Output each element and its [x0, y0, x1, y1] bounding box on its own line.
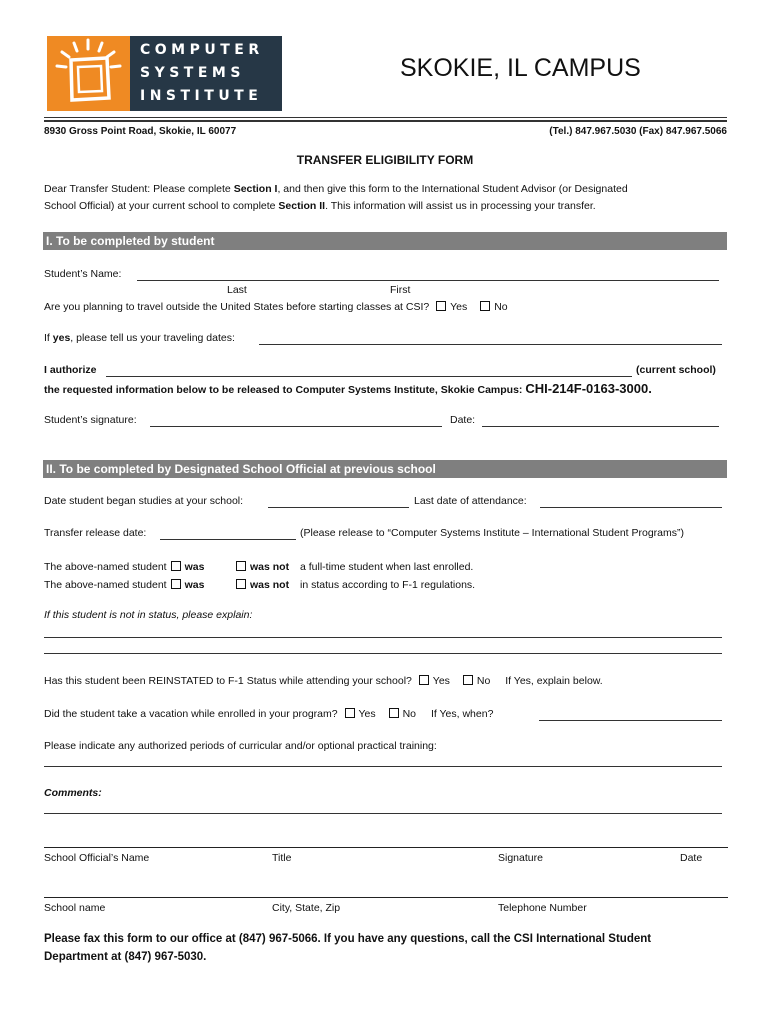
explain-field-line-2[interactable] [44, 653, 722, 654]
first-name-caption: First [390, 284, 411, 296]
reinstated-yes-label: Yes [432, 675, 450, 687]
comments-label: Comments: [44, 787, 102, 799]
last-attendance-label: Last date of attendance: [414, 495, 527, 507]
official-name-line[interactable] [44, 847, 728, 848]
fulltime-text: a full-time student when last enrolled. [300, 561, 474, 573]
was-not-label: was not [250, 579, 290, 591]
intro-line-1 [44, 183, 628, 195]
last-attendance-field[interactable] [540, 507, 722, 508]
logo-emblem [47, 36, 130, 111]
vacation-yes-label: Yes [358, 708, 376, 720]
vacation-when-field[interactable] [539, 720, 722, 721]
status-row [44, 579, 204, 591]
school-code: CHI-214F-0163-3000. [525, 381, 652, 396]
was-label: was [184, 579, 205, 591]
release-date-label: Transfer release date: [44, 527, 147, 539]
student-date-label: Date: [450, 414, 476, 426]
signature-caption: Signature [498, 852, 543, 864]
began-studies-field[interactable] [268, 507, 409, 508]
campus-title: SKOKIE, IL CAMPUS [400, 54, 641, 82]
release-note: (Please release to “Computer Systems Institute – International Student Programs”) [300, 527, 685, 539]
explain-field-line-1[interactable] [44, 637, 722, 638]
student-signature-label: Student’s signature: [44, 414, 137, 426]
comments-field[interactable] [44, 813, 722, 814]
fulltime-was-checkbox[interactable] [171, 561, 181, 571]
csi-logo [47, 36, 282, 111]
vacation-when-label: If Yes, when? [430, 708, 494, 720]
footer-line-1: Please fax this form to our office at (847) 967-5066. If you have any questions, call the CSI International Student [44, 933, 652, 945]
authorize-line-2 [44, 381, 652, 396]
release-date-field[interactable] [160, 539, 296, 540]
reinstated-note: If Yes, explain below. [505, 675, 603, 687]
above-named-label: The above-named student [44, 561, 167, 573]
dates-text: If [44, 332, 53, 344]
fulltime-not-row [232, 561, 289, 573]
travel-question [44, 301, 508, 313]
status-text: in status according to F-1 regulations. [300, 579, 476, 591]
travel-dates-label [44, 332, 235, 344]
vacation-yes-checkbox[interactable] [345, 708, 355, 718]
reinstated-no-checkbox[interactable] [463, 675, 473, 685]
form-title: TRANSFER ELIGIBILITY FORM [296, 153, 474, 167]
authorize-label: I authorize [44, 364, 97, 376]
fulltime-row [44, 561, 204, 573]
section-2-header: II. To be completed by Designated School Official at previous school [43, 460, 727, 478]
footer-line-2: Department at (847) 967-5030. [44, 951, 207, 963]
vacation-row [44, 708, 493, 720]
reinstated-yes-checkbox[interactable] [419, 675, 429, 685]
current-school-field[interactable] [106, 376, 632, 377]
date-caption: Date [680, 852, 703, 864]
travel-no-label: No [494, 301, 508, 313]
school-name-line[interactable] [44, 897, 728, 898]
dates-yes: yes [52, 332, 71, 344]
logo-line-systems: SYSTEMS [140, 65, 245, 81]
logo-line-computer: COMPUTER [140, 42, 264, 58]
current-school-caption: (current school) [636, 364, 716, 376]
was-label: was [184, 561, 205, 573]
telephone-caption: Telephone Number [498, 902, 587, 914]
address: 8930 Gross Point Road, Skokie, IL 60077 [44, 126, 237, 137]
student-name-label: Student’s Name: [44, 268, 122, 280]
intro-text: School Official) at your current school to complete [44, 200, 279, 212]
status-not-row [232, 579, 289, 591]
official-name-caption: School Official’s Name [44, 852, 150, 864]
travel-question-text: Are you planning to travel outside the United States before starting classes at CSI? [44, 301, 433, 313]
vacation-question: Did the student take a vacation while enrolled in your program? [44, 708, 341, 720]
training-field[interactable] [44, 766, 722, 767]
last-name-caption: Last [227, 284, 247, 296]
travel-no-checkbox[interactable] [480, 301, 490, 311]
intro-text: Dear Transfer Student: Please complete [44, 183, 234, 195]
authorize-text: the requested information below to be released to Computer Systems Institute, Skokie Campus: [44, 384, 526, 396]
was-not-label: was not [250, 561, 290, 573]
intro-text: , and then give this form to the International Student Advisor (or Designated [277, 183, 628, 195]
header-rule-thick [44, 120, 727, 122]
vacation-no-label: No [402, 708, 417, 720]
travel-yes-label: Yes [450, 301, 468, 313]
travel-yes-checkbox[interactable] [436, 301, 446, 311]
travel-dates-field[interactable] [259, 344, 722, 345]
phone-fax: (Tel.) 847.967.5030 (Fax) 847.967.5066 [549, 126, 727, 137]
explain-label: If this student is not in status, please explain: [44, 609, 253, 621]
section-1-header: I. To be completed by student [43, 232, 727, 250]
dates-text: , please tell us your traveling dates: [70, 332, 235, 344]
training-label: Please indicate any authorized periods of curricular and/or optional practical training: [44, 740, 437, 752]
student-signature-field[interactable] [150, 426, 442, 427]
reinstated-row [44, 675, 603, 687]
status-was-checkbox[interactable] [171, 579, 181, 589]
logo-window-icon [47, 36, 130, 111]
fulltime-was-not-checkbox[interactable] [236, 561, 246, 571]
header-rule [44, 117, 727, 118]
vacation-no-checkbox[interactable] [389, 708, 399, 718]
reinstated-question: Has this student been REINSTATED to F-1 Status while attending your school? [44, 675, 415, 687]
intro-text: . This information will assist us in processing your transfer. [325, 200, 596, 212]
intro-line-2 [44, 200, 596, 212]
title-caption: Title [272, 852, 292, 864]
intro-section-ref: Section I [233, 183, 278, 195]
intro-section-ref: Section II [278, 200, 326, 212]
student-date-field[interactable] [482, 426, 719, 427]
began-studies-label: Date student began studies at your school: [44, 495, 244, 507]
status-was-not-checkbox[interactable] [236, 579, 246, 589]
city-state-zip-caption: City, State, Zip [272, 902, 341, 914]
student-name-field[interactable] [137, 280, 719, 281]
above-named-label: The above-named student [44, 579, 167, 591]
logo-line-institute: INSTITUTE [140, 88, 263, 104]
school-name-caption: School name [44, 902, 106, 914]
reinstated-no-label: No [476, 675, 491, 687]
